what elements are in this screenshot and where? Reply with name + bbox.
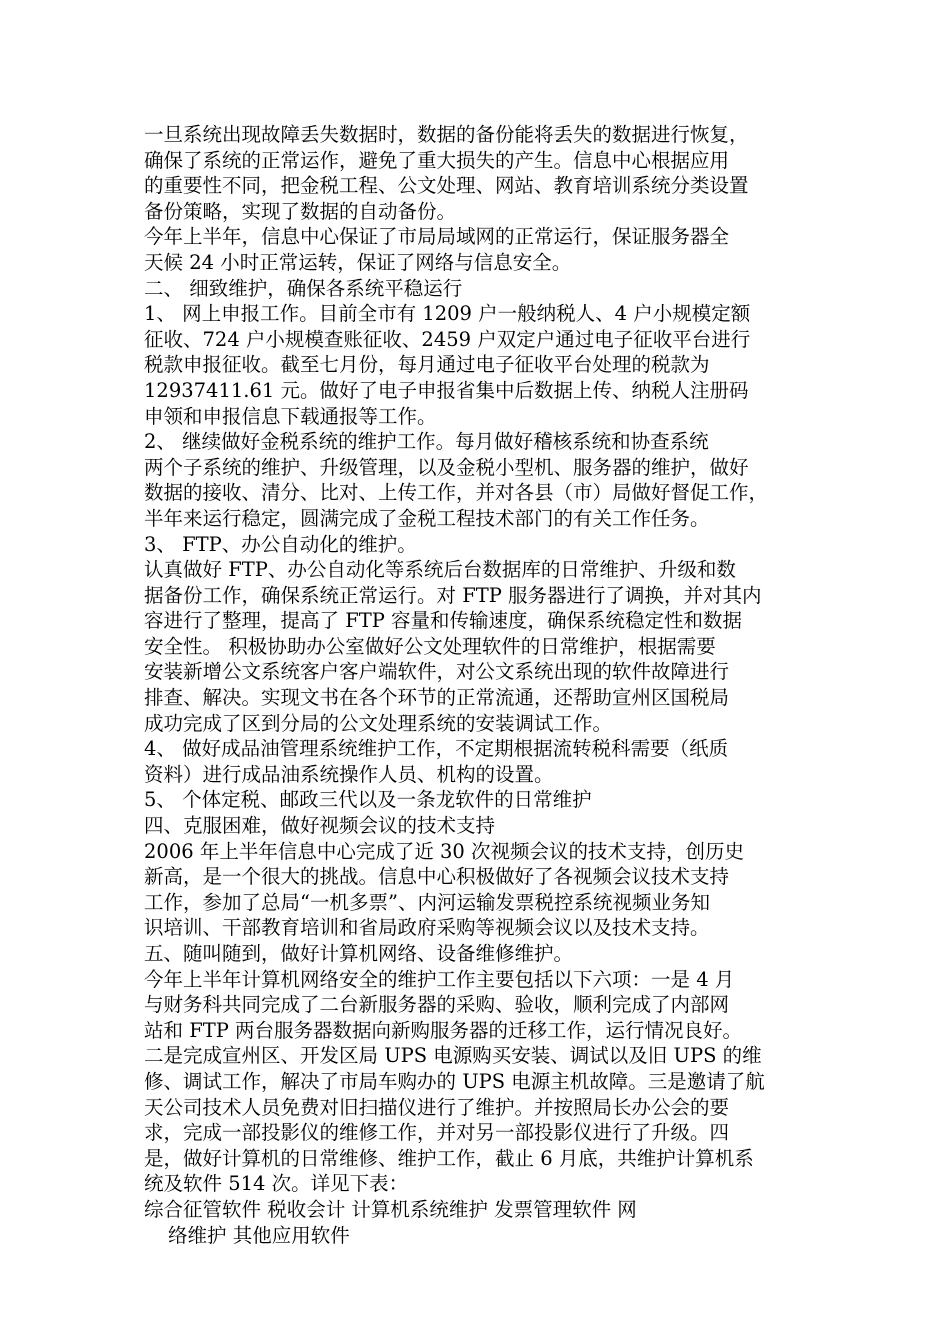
text-line: 安装新增公文系统客户客户端软件，对公文系统出现的软件故障进行 [144, 660, 730, 684]
text-line: 今年上半年，信息中心保证了市局局域网的正常运行，保证服务器全 [144, 225, 730, 249]
text-line: 备份策略，实现了数据的自动备份。 [144, 199, 457, 223]
text-line: 工作，参加了总局“一机多票”、内河运输发票税控系统视频业务知 [144, 890, 710, 914]
text-line: 12937411.61 元。做好了电子申报省集中后数据上传、纳税人注册码 [144, 378, 749, 402]
text-line: 新高，是一个很大的挑战。信息中心积极做好了各视频会议技术支持 [144, 865, 730, 889]
text-line: 两个子系统的维护、升级管理，以及金税小型机、服务器的维护，做好 [144, 455, 749, 479]
text-line: 1、 网上申报工作。目前全市有 1209 户一般纳税人、4 户小规模定额 [144, 302, 751, 326]
text-line: 2006 年上半年信息中心完成了近 30 次视频会议的技术支持，创历史 [144, 839, 745, 863]
text-line: 天候 24 小时正常运转，保证了网络与信息安全。 [144, 250, 572, 274]
text-line: 求，完成一部投影仪的维修工作，并对另一部投影仪进行了升级。四 [144, 1121, 730, 1145]
text-line: 排查、解决。实现文书在各个环节的正常流通，还帮助宣州区国税局 [144, 686, 730, 710]
text-line: 成功完成了区到分局的公文处理系统的安装调试工作。 [144, 711, 613, 735]
text-line: 修、调试工作，解决了市局车购办的 UPS 电源主机故障。三是邀请了航 [144, 1069, 765, 1093]
text-line: 资料）进行成品油系统操作人员、机构的设置。 [144, 762, 554, 786]
text-line: 5、 个体定税、邮政三代以及一条龙软件的日常维护 [144, 788, 592, 812]
text-line: 容进行了整理，提高了 FTP 容量和传输速度，确保系统稳定性和数据 [144, 609, 743, 633]
text-line: 二是完成宣州区、开发区局 UPS 电源购买安装、调试以及旧 UPS 的维 [144, 1044, 762, 1068]
text-line: 天公司技术人员免费对旧扫描仪进行了维护。并按照局长办公会的要 [144, 1095, 730, 1119]
text-line: 五、随叫随到，做好计算机网络、设备维修维护。 [144, 942, 574, 965]
document-body [144, 122, 808, 1248]
text-line: 四、克服困难，做好视频会议的技术支持 [144, 814, 496, 838]
text-line: 确保了系统的正常运作，避免了重大损失的产生。信息中心根据应用 [144, 148, 730, 172]
text-line: 一旦系统出现故障丢失数据时，数据的备份能将丢失的数据进行恢复， [144, 123, 749, 146]
text-line: 的重要性不同，把金税工程、公文处理、网站、教育培训系统分类设置 [144, 174, 749, 198]
text-line: 3、 FTP、办公自动化的维护。 [144, 532, 417, 556]
text-line: 数据的接收、清分、比对、上传工作，并对各县（市）局做好督促工作， [144, 481, 769, 505]
text-line: 半年来运行稳定，圆满完成了金税工程技术部门的有关工作任务。 [144, 506, 710, 530]
text-line: 申领和申报信息下载通报等工作。 [144, 404, 437, 428]
text-line: 统及软件 514 次。详见下表： [144, 1172, 409, 1196]
text-line: 二、 细致维护，确保各系统平稳运行 [144, 276, 463, 300]
text-line: 安全性。 积极协助办公室做好公文处理软件的日常维护，根据需要 [144, 634, 716, 658]
text-line: 络维护 其他应用软件 [168, 1223, 350, 1247]
text-line: 征收、724 户小规模查账征收、2459 户双定户通过电子征收平台进行 [144, 327, 751, 351]
text-line: 税款申报征收。截至七月份，每月通过电子征收平台处理的税款为 [144, 353, 710, 377]
text-line: 认真做好 FTP、办公自动化等系统后台数据库的日常维护、升级和数 [144, 558, 736, 582]
text-line: 与财务科共同完成了二台新服务器的采购、验收，顺利完成了内部网 [144, 993, 730, 1017]
text-line: 识培训、干部教育培训和省局政府采购等视频会议以及技术支持。 [144, 916, 710, 940]
text-line: 2、 继续做好金税系统的维护工作。每月做好稽核系统和协查系统 [144, 430, 709, 454]
text-line: 是，做好计算机的日常维修、维护工作，截止 6 月底，共维护计算机系 [144, 1146, 754, 1170]
text-line: 站和 FTP 两台服务器数据向新购服务器的迁移工作，运行情况良好。 [144, 1018, 743, 1042]
text-line: 综合征管软件 税收会计 计算机系统维护 发票管理软件 网 [144, 1197, 637, 1221]
text-line: 4、 做好成品油管理系统维护工作，不定期根据流转税科需要（纸质 [144, 737, 729, 761]
text-line: 今年上半年计算机网络安全的维护工作主要包括以下六项：一是 4 月 [144, 967, 735, 991]
text-line: 据备份工作，确保系统正常运行。对 FTP 服务器进行了调换，并对其内 [144, 583, 762, 607]
